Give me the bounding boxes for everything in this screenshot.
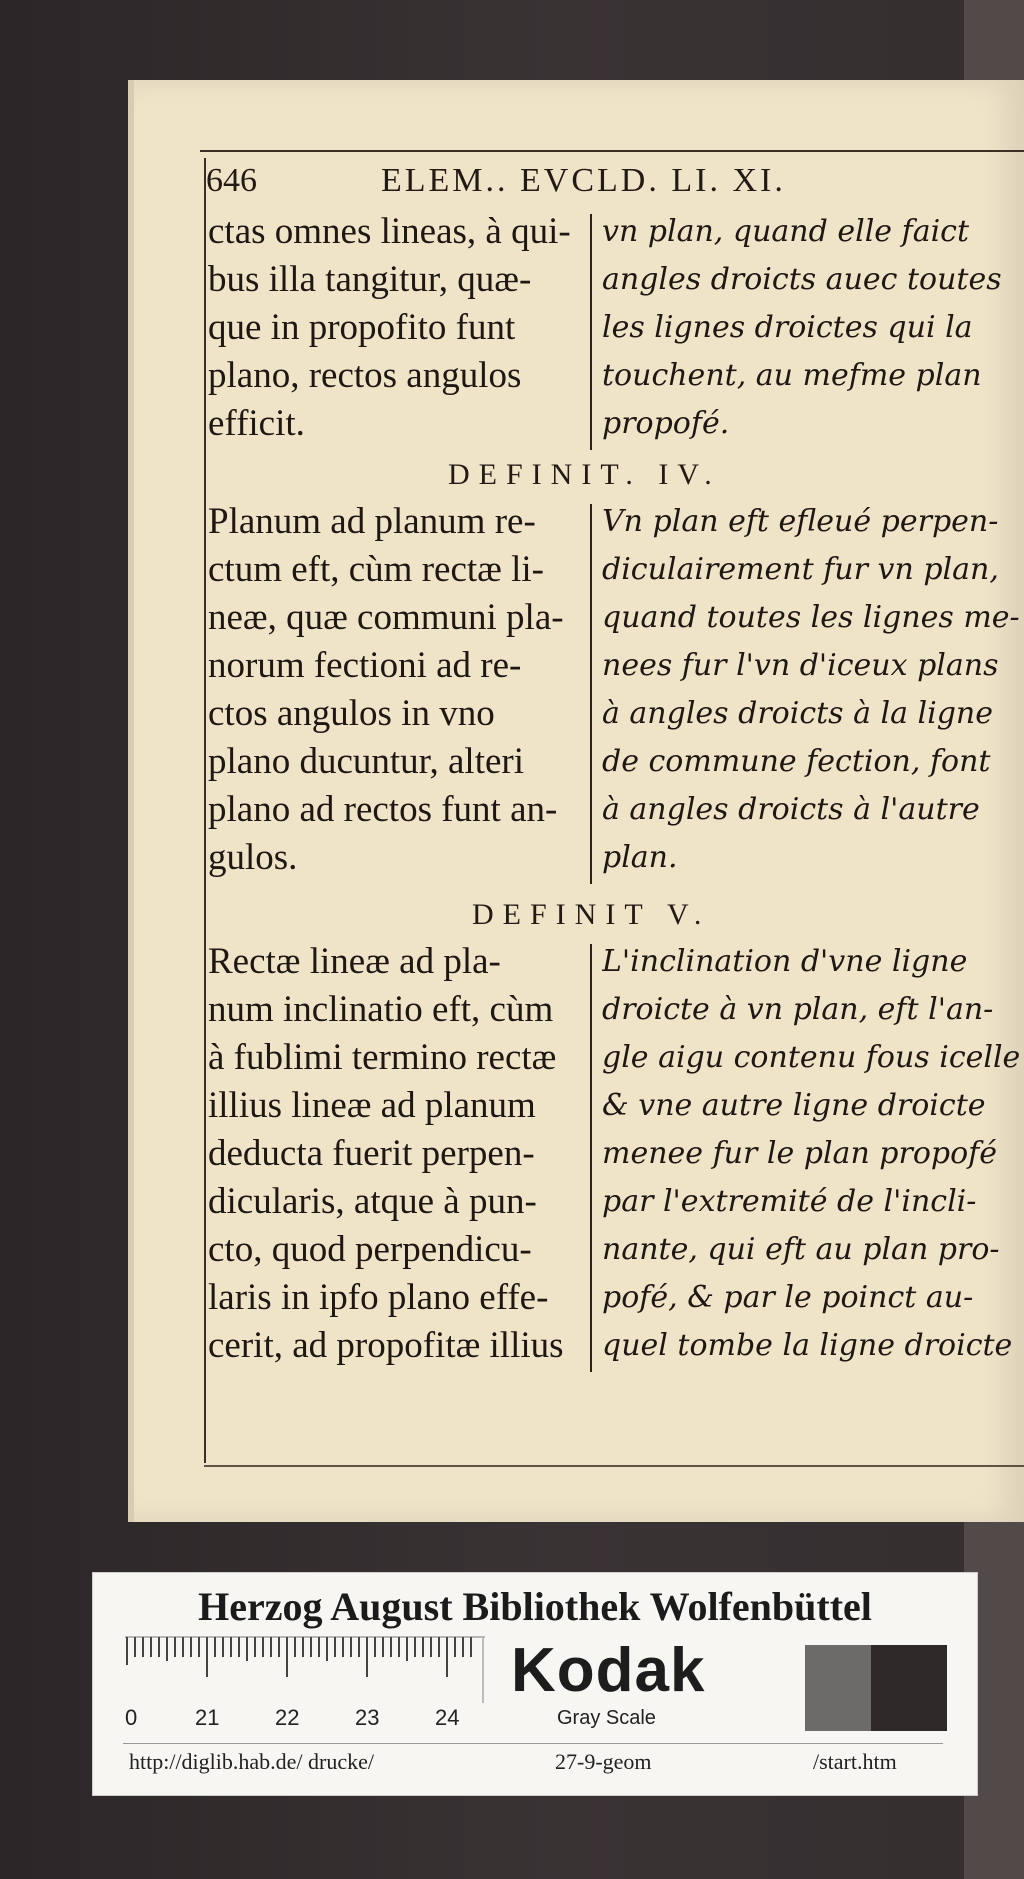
column-divider (590, 214, 592, 450)
text-line: laris in ipfo plano effe- (208, 1277, 549, 1318)
text-line: ctum eft, cùm rectæ li- (208, 549, 544, 590)
book-page (128, 80, 1024, 1522)
text-line: angles droicts auec toutes (602, 262, 1002, 297)
text-line: & vne autre ligne droicte (602, 1088, 986, 1123)
column-divider (590, 944, 592, 1372)
text-line: num inclinatio eft, cùm (208, 989, 554, 1030)
text-line: quand toutes les lignes me- (602, 600, 1020, 635)
text-line: L'inclination d'vne ligne (602, 944, 968, 979)
text-line: deducta fuerit perpen- (208, 1133, 535, 1174)
text-line: norum fectioni ad re- (208, 645, 522, 686)
text-line: plano ad rectos funt an- (208, 789, 558, 830)
calibration-card (92, 1572, 978, 1796)
text-line: de commune fection, font (602, 744, 991, 779)
definition-4-latin (208, 498, 586, 882)
margin-rule (204, 158, 206, 1463)
url-shelfmark: 27-9-geom (555, 1749, 652, 1774)
footer-rule (204, 1465, 1024, 1467)
text-line: nees fur l'vn d'iceux plans (602, 648, 999, 683)
text-line: touchent, au mefme plan (602, 358, 982, 393)
text-line: illius lineæ ad planum (208, 1085, 536, 1126)
intro-french (602, 208, 1022, 448)
text-line: gle aigu contenu fous icelle (602, 1040, 1021, 1075)
page-number: 646 (206, 162, 257, 199)
text-line: vn plan, quand elle faict (602, 214, 970, 249)
kodak-logo: Kodak (511, 1636, 706, 1705)
text-line: cerit, ad propofitæ illius (208, 1325, 564, 1366)
definition-5-french (602, 938, 1022, 1370)
column-divider (590, 504, 592, 884)
text-line: ctos angulos in vno (208, 693, 495, 734)
text-line: neæ, quæ communi pla- (208, 597, 564, 638)
definition-heading: DEFINIT. IV. (448, 458, 721, 491)
text-line: menee fur le plan propofé (602, 1136, 998, 1171)
url-suffix: /start.htm (813, 1749, 897, 1774)
text-line: droicte à vn plan, eft l'an- (602, 992, 994, 1027)
text-line: nante, qui eft au plan pro- (602, 1232, 1000, 1267)
text-line: efficit. (208, 403, 305, 444)
ruler-label: 23 (355, 1705, 380, 1730)
page-edge (128, 80, 134, 1522)
text-line: ctas omnes lineas, à qui- (208, 211, 571, 252)
text-line: Vn plan eft efleué perpen- (602, 504, 999, 539)
ruler-labels (125, 1705, 505, 1733)
text-line: par l'extremité de l'incli- (602, 1184, 977, 1219)
text-line: plan. (602, 840, 678, 875)
text-line: à fublimi termino rectæ (208, 1037, 557, 1078)
text-line: propofé. (602, 406, 730, 441)
text-line: Planum ad planum re- (208, 501, 536, 542)
text-line: Rectæ lineæ ad pla- (208, 941, 501, 982)
text-line: les lignes droictes qui la (602, 310, 973, 345)
text-line: bus illa tangitur, quæ- (208, 259, 532, 300)
running-head (206, 162, 1024, 202)
text-line: plano ducuntur, alteri (208, 741, 524, 782)
text-line: plano, rectos angulos (208, 355, 522, 396)
ruler-label: 21 (195, 1705, 220, 1730)
running-title: ELEM.. EVCLD. LI. XI. (381, 162, 786, 199)
intro-latin (208, 208, 586, 448)
text-line: que in propofito funt (208, 307, 516, 348)
gray-swatch (805, 1645, 871, 1731)
header-rule (200, 150, 1024, 152)
library-name: Herzog August Bibliothek Wolfenbüttel (198, 1584, 872, 1629)
measurement-ruler (125, 1635, 485, 1705)
card-divider (123, 1743, 943, 1744)
url-base: http://diglib.hab.de/ drucke/ (129, 1749, 375, 1774)
text-line: à angles droicts à l'autre (602, 792, 980, 827)
text-line: diculairement fur vn plan, (602, 552, 999, 587)
text-line: gulos. (208, 837, 298, 878)
ruler-label: 22 (275, 1705, 300, 1730)
text-line: à angles droicts à la ligne (602, 696, 994, 731)
text-line: pofé, & par le poinct au- (602, 1280, 974, 1315)
definition-5-latin (208, 938, 586, 1370)
text-line: dicularis, atque à pun- (208, 1181, 537, 1222)
ruler-label: 24 (435, 1705, 460, 1730)
gray-scale-label: Gray Scale (557, 1707, 656, 1729)
text-line: cto, quod perpendicu- (208, 1229, 532, 1270)
definition-4-french (602, 498, 1022, 882)
definition-heading: DEFINIT V. (472, 898, 711, 931)
ruler-label: 0 (125, 1705, 138, 1730)
dark-swatch (871, 1645, 947, 1731)
text-line: quel tombe la ligne droicte (602, 1328, 1013, 1363)
